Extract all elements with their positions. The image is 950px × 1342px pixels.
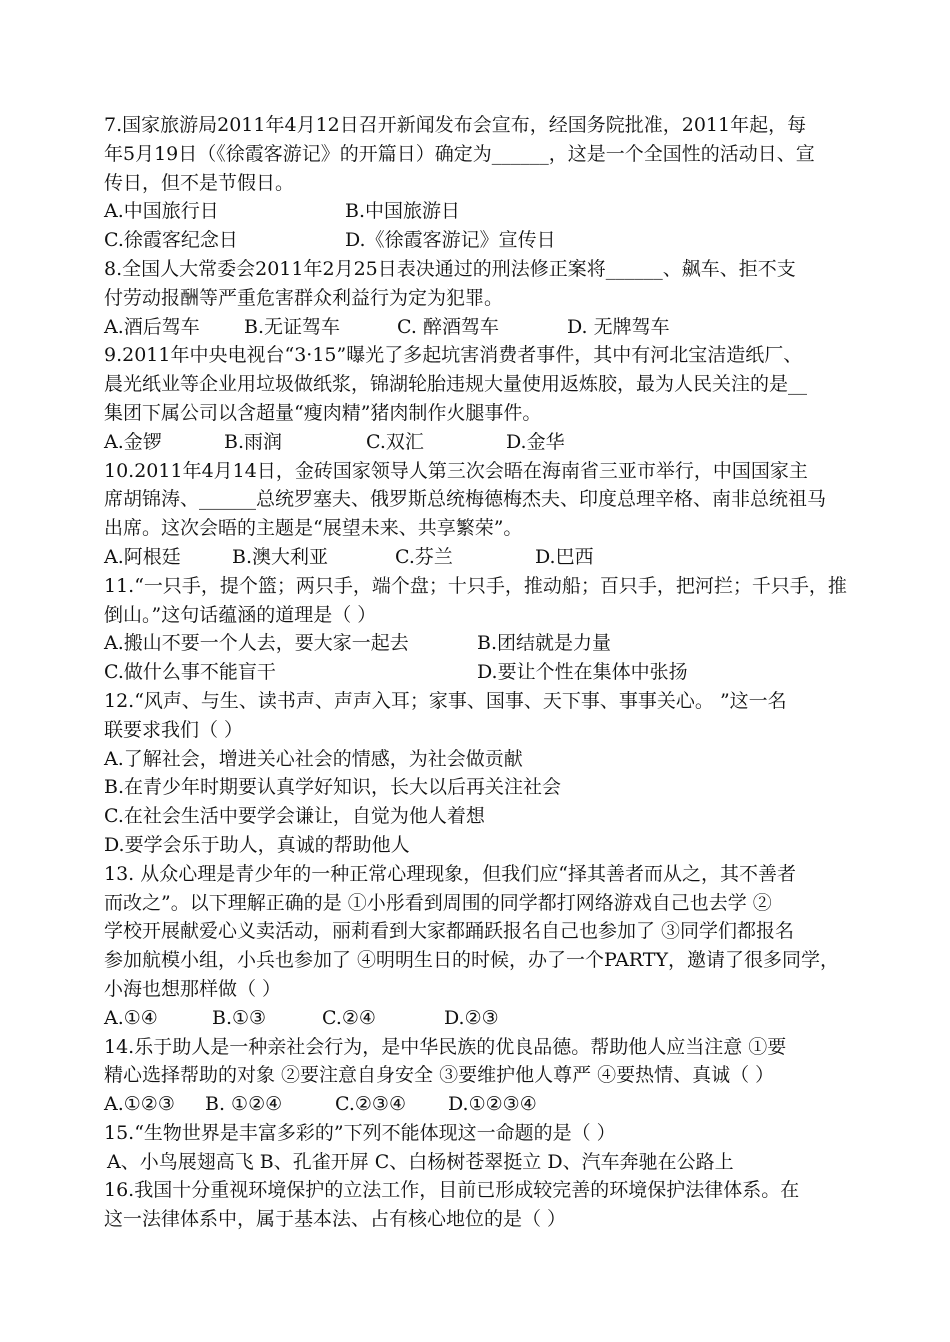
question-8-stem-line: 付劳动报酬等严重危害群众利益行为定为犯罪。 xyxy=(104,286,504,309)
question-12-stem-line: 联要求我们（ ） xyxy=(104,718,244,741)
question-13-stem-line: 13. 从众心理是青少年的一种正常心理现象，但我们应“择其善者而从之，其不善者 xyxy=(104,862,796,885)
question-9-option-b[interactable]: B.雨润 xyxy=(224,430,283,453)
question-14-option-b[interactable]: B. ①②④ xyxy=(205,1093,283,1116)
question-11-stem-line: 倒山。”这句话蕴涵的道理是（ ） xyxy=(104,603,377,626)
question-13-stem-line: 学校开展献爱心义卖活动，丽莉看到大家都踊跃报名自己也参加了 ③同学们都报名 xyxy=(104,920,795,943)
question-14-options-row xyxy=(104,1090,854,1119)
question-14-option-d[interactable]: D.①②③④ xyxy=(448,1093,537,1116)
question-11-option-b[interactable]: B.团结就是力量 xyxy=(477,632,612,655)
question-8-option-a[interactable]: A.酒后驾车 xyxy=(104,315,200,338)
question-11-option-c[interactable]: C.做什么事不能盲干 xyxy=(104,661,276,684)
question-10-option-a[interactable]: A.阿根廷 xyxy=(104,545,181,568)
question-14-option-a[interactable]: A.①②③ xyxy=(104,1093,175,1116)
question-11-option-d[interactable]: D.要让个性在集体中张扬 xyxy=(477,661,688,684)
question-12-option-b[interactable]: B.在青少年时期要认真学好知识，长大以后再关注社会 xyxy=(104,776,562,799)
question-12-option-a[interactable]: A.了解社会，增进关心社会的情感，为社会做贡献 xyxy=(104,747,523,770)
question-13-option-d[interactable]: D.②③ xyxy=(444,1006,499,1029)
question-10-option-b[interactable]: B.澳大利亚 xyxy=(232,545,329,568)
question-7-option-c[interactable]: C.徐霞客纪念日 xyxy=(104,229,238,252)
question-10-option-c[interactable]: C.芬兰 xyxy=(395,545,453,568)
question-12 xyxy=(104,687,854,860)
question-7-stem-line: 传日，但不是节假日。 xyxy=(104,171,295,194)
question-11-options-row xyxy=(104,629,854,658)
question-12-option-d[interactable]: D.要学会乐于助人，真诚的帮助他人 xyxy=(104,833,410,856)
question-13-option-b[interactable]: B.①③ xyxy=(212,1006,267,1029)
question-11 xyxy=(104,572,854,687)
exam-page xyxy=(104,111,854,1234)
question-10-stem-line: 席胡锦涛、______总统罗塞夫、俄罗斯总统梅德梅杰夫、印度总理辛格、南非总统祖马 xyxy=(104,488,827,511)
question-13 xyxy=(104,860,854,1033)
question-7 xyxy=(104,111,854,255)
question-9-options-row xyxy=(104,428,854,457)
question-8-stem-line: 8.全国人大常委会2011年2月25日表决通过的刑法修正案将______、飙车、拒不支 xyxy=(104,257,796,280)
question-13-option-a[interactable]: A.①④ xyxy=(104,1006,158,1029)
question-10-option-d[interactable]: D.巴西 xyxy=(535,545,594,568)
question-9-stem-line: 集团下属公司以含超量“瘦肉精”猪肉制作火腿事件。 xyxy=(104,401,542,424)
question-8 xyxy=(104,255,854,341)
question-14-stem-line: 精心选择帮助的对象 ②要注意自身安全 ③要维护他人尊严 ④要热情、真诚（ ） xyxy=(104,1064,775,1087)
question-8-options-row xyxy=(104,313,854,342)
question-13-stem-line: 参加航模小组，小兵也参加了 ④明明生日的时候，办了一个PARTY，邀请了很多同学， xyxy=(104,949,839,972)
question-13-stem-line: 而改之”。以下理解正确的是 ①小彤看到周围的同学都打网络游戏自己也去学 ② xyxy=(104,891,772,914)
question-8-option-d[interactable]: D. 无牌驾车 xyxy=(567,315,670,338)
question-16 xyxy=(104,1176,854,1234)
question-12-stem-line: 12.“风声、与生、读书声、声声入耳；家事、国事、天下事、事事关心。 ”这一名 xyxy=(104,689,787,712)
question-8-option-c[interactable]: C. 醉酒驾车 xyxy=(397,315,499,338)
question-7-stem-line: 7.国家旅游局2011年4月12日召开新闻发布会宣布，经国务院批准，2011年起，每 xyxy=(104,114,807,136)
question-9-option-a[interactable]: A.金锣 xyxy=(104,430,162,453)
question-9-stem-line: 9.2011年中央电视台“3·15”曝光了多起坑害消费者事件，其中有河北宝洁造纸厂、 xyxy=(104,344,803,367)
question-14 xyxy=(104,1033,854,1119)
question-13-options-row xyxy=(104,1004,854,1033)
question-14-stem-line: 14.乐于助人是一种亲社会行为，是中华民族的优良品德。帮助他人应当注意 ①要 xyxy=(104,1035,787,1058)
question-9-option-c[interactable]: C.双汇 xyxy=(366,430,424,453)
question-11-options-row xyxy=(104,658,854,687)
question-15-options-line[interactable]: A、小鸟展翅高飞 B、孔雀开屏 C、白杨树苍翠挺立 D、汽车奔驰在公路上 xyxy=(107,1150,734,1173)
question-9-option-d[interactable]: D.金华 xyxy=(506,430,565,453)
question-13-option-c[interactable]: C.②④ xyxy=(322,1006,376,1029)
question-7-options-row xyxy=(104,197,854,226)
question-10-stem-line: 出席。这次会晤的主题是“展望未来、共享繁荣”。 xyxy=(104,517,523,540)
question-10-stem-line: 10.2011年4月14日，金砖国家领导人第三次会晤在海南省三亚市举行，中国国家主 xyxy=(104,459,808,482)
question-15-stem-line: 15.“生物世界是丰富多彩的”下列不能体现这一命题的是（ ） xyxy=(104,1121,616,1144)
question-11-stem-line: 11.“一只手，提个篮；两只手，端个盘；十只手，推动船；百只手，把河拦；千只手，推 xyxy=(104,574,847,597)
question-16-stem-line: 16.我国十分重视环境保护的立法工作，目前已形成较完善的环境保护法律体系。在 xyxy=(104,1179,800,1202)
question-15 xyxy=(104,1119,854,1177)
question-13-stem-line: 小海也想那样做（ ） xyxy=(104,977,282,1000)
question-9 xyxy=(104,341,854,456)
question-7-option-b[interactable]: B.中国旅游日 xyxy=(345,200,461,223)
question-7-option-a[interactable]: A.中国旅行日 xyxy=(104,200,219,223)
question-16-stem-line: 这一法律体系中，属于基本法、占有核心地位的是（ ） xyxy=(104,1208,567,1231)
question-7-option-d[interactable]: D.《徐霞客游记》宣传日 xyxy=(345,229,556,252)
question-14-option-c[interactable]: C.②③④ xyxy=(335,1093,406,1116)
question-7-options-row xyxy=(104,226,854,255)
question-11-option-a[interactable]: A.搬山不要一个人去，要大家一起去 xyxy=(104,632,409,655)
question-8-option-b[interactable]: B.无证驾车 xyxy=(244,315,341,338)
question-10-options-row xyxy=(104,543,854,572)
question-9-stem-line: 晨光纸业等企业用垃圾做纸浆，锦湖轮胎违规大量使用返炼胶，最为人民关注的是__ xyxy=(104,373,808,396)
question-12-option-c[interactable]: C.在社会生活中要学会谦让，自觉为他人着想 xyxy=(104,805,485,828)
question-7-stem-line: 年5月19日（《徐霞客游记》的开篇日）确定为______，这是一个全国性的活动日、宣 xyxy=(104,142,815,165)
question-10 xyxy=(104,457,854,572)
